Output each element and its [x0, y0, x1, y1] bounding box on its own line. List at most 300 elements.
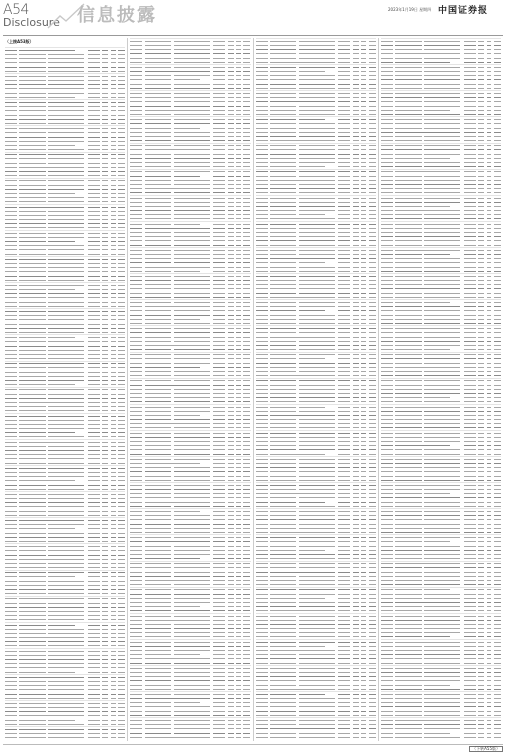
table-cell-text: [494, 310, 501, 311]
table-cell-text: [424, 53, 460, 54]
table-cell-text: [48, 241, 74, 242]
table-cell-text: [118, 546, 125, 547]
table-cell-text: [256, 280, 268, 281]
table-cell-text: [361, 258, 366, 259]
table-cell-text: [299, 459, 335, 460]
table-cell-text: [243, 558, 250, 559]
table-cell-text: [130, 680, 142, 681]
table-cell-text: [338, 171, 350, 172]
table-cell-text: [494, 371, 501, 372]
table-cell-text: [299, 485, 335, 486]
table-cell-text: [174, 97, 210, 98]
table-cell-text: [130, 306, 142, 307]
table-cell-text: [395, 393, 421, 394]
table-cell-text: [213, 328, 225, 329]
table-cell-text: [478, 202, 484, 203]
table-cell-text: [369, 240, 376, 241]
table-cell-text: [478, 250, 484, 251]
table-cell-text: [353, 411, 359, 412]
table-cell-text: [256, 724, 268, 725]
table-cell-text: [256, 53, 268, 54]
table-cell-text: [424, 198, 460, 199]
table-cell-text: [256, 646, 268, 647]
table-cell-text: [395, 132, 426, 133]
table-cell-text: [213, 715, 225, 716]
table-cell-text: [424, 67, 460, 68]
table-cell-text: [369, 53, 376, 54]
table-cell-text: [494, 493, 501, 494]
table-cell-text: [256, 680, 268, 681]
table-cell-text: [130, 184, 142, 185]
table-cell-text: [243, 184, 250, 185]
table-cell-text: [256, 572, 268, 573]
table-cell-text: [130, 620, 142, 621]
table-cell-text: [19, 737, 45, 738]
table-cell-text: [118, 332, 125, 333]
table-cell-text: [213, 485, 225, 486]
table-cell-text: [487, 427, 492, 428]
table-cell-text: [361, 389, 366, 390]
table-cell-text: [118, 254, 125, 255]
table-cell-text: [464, 267, 476, 268]
table-cell-text: [381, 171, 393, 172]
table-cell-text: [256, 84, 268, 85]
table-cell-text: [369, 567, 376, 568]
table-cell-text: [145, 385, 176, 386]
table-cell-text: [478, 310, 484, 311]
table-cell-text: [111, 655, 116, 656]
table-cell-text: [213, 558, 225, 559]
table-cell-text: [228, 106, 234, 107]
table-cell-text: [111, 293, 116, 294]
table-cell-text: [88, 555, 100, 556]
table-cell-text: [338, 184, 350, 185]
table-cell-text: [299, 594, 335, 595]
table-cell-text: [111, 106, 116, 107]
table-cell-text: [338, 419, 350, 420]
table-cell-text: [5, 677, 17, 678]
table-cell-text: [395, 184, 421, 185]
table-cell-text: [369, 380, 376, 381]
table-cell-text: [88, 389, 100, 390]
table-cell-text: [145, 668, 171, 669]
table-cell-text: [299, 706, 335, 707]
table-cell-text: [494, 528, 501, 529]
table-cell-text: [145, 41, 171, 42]
table-cell-text: [256, 423, 268, 424]
table-cell-text: [487, 463, 492, 464]
table-cell-text: [270, 323, 296, 324]
table-cell-text: [338, 445, 350, 446]
table-cell-text: [118, 110, 125, 111]
table-cell-text: [395, 49, 421, 50]
table-cell-text: [102, 223, 108, 224]
table-cell-text: [424, 371, 460, 372]
table-cell-text: [494, 297, 501, 298]
table-cell-text: [145, 49, 171, 50]
table-cell-text: [118, 293, 125, 294]
table-cell-text: [395, 467, 421, 468]
table-cell-text: [228, 610, 234, 611]
table-cell-text: [145, 262, 171, 263]
table-cell-text: [369, 198, 376, 199]
table-cell-text: [256, 737, 268, 738]
table-cell-text: [243, 315, 250, 316]
table-cell-text: [381, 140, 393, 141]
table-cell-text: [494, 367, 501, 368]
table-cell-text: [243, 62, 250, 63]
table-cell-text: [118, 350, 125, 351]
table-cell-text: [174, 367, 200, 368]
table-cell-text: [353, 250, 359, 251]
table-cell-text: [256, 267, 268, 268]
table-cell-text: [88, 641, 100, 642]
table-cell-text: [256, 97, 268, 98]
table-cell-text: [111, 88, 116, 89]
table-cell-text: [369, 58, 376, 59]
table-cell-text: [174, 698, 210, 699]
table-cell-text: [487, 101, 492, 102]
table-cell-text: [256, 632, 268, 633]
table-cell-text: [353, 214, 359, 215]
table-cell-text: [111, 428, 116, 429]
table-cell-text: [118, 154, 125, 155]
table-cell-text: [270, 171, 296, 172]
table-cell-text: [464, 519, 476, 520]
table-cell-text: [256, 354, 268, 355]
table-cell-text: [478, 589, 484, 590]
table-cell-text: [464, 302, 476, 303]
table-cell-text: [5, 189, 17, 190]
table-cell-text: [395, 389, 421, 390]
table-cell-text: [130, 158, 142, 159]
table-cell-text: [464, 459, 476, 460]
table-cell-text: [228, 198, 234, 199]
table-cell-text: [243, 171, 250, 172]
table-cell-text: [299, 423, 335, 424]
table-cell-text: [243, 319, 250, 320]
table-cell-text: [88, 267, 100, 268]
table-cell-text: [236, 267, 241, 268]
table-cell-text: [478, 106, 484, 107]
table-cell-text: [299, 245, 335, 246]
table-cell-text: [213, 267, 225, 268]
table-cell-text: [88, 502, 100, 503]
table-cell-text: [111, 67, 116, 68]
table-cell-text: [102, 463, 108, 464]
table-cell-text: [111, 581, 116, 582]
table-cell-text: [19, 724, 45, 725]
table-cell-text: [369, 572, 376, 573]
table-cell-text: [236, 280, 241, 281]
table-cell-text: [5, 572, 17, 573]
table-cell-text: [487, 210, 492, 211]
table-cell-text: [487, 262, 492, 263]
table-cell-text: [464, 354, 476, 355]
table-cell-text: [338, 380, 350, 381]
table-cell-text: [424, 258, 460, 259]
table-cell-text: [381, 363, 393, 364]
table-cell-text: [174, 280, 210, 281]
table-cell-text: [299, 380, 335, 381]
table-cell-text: [361, 572, 366, 573]
table-cell-text: [270, 302, 296, 303]
table-cell-text: [228, 728, 234, 729]
table-cell-text: [494, 459, 501, 460]
table-cell-text: [243, 698, 250, 699]
table-cell-text: [48, 711, 84, 712]
table-cell-text: [494, 380, 501, 381]
table-cell-text: [145, 214, 171, 215]
table-cell-text: [213, 58, 225, 59]
table-cell-text: [130, 228, 142, 229]
table-cell-text: [361, 154, 366, 155]
table-cell-text: [130, 532, 142, 533]
table-cell-text: [381, 515, 393, 516]
table-cell-text: [102, 424, 108, 425]
table-cell-text: [256, 123, 268, 124]
table-cell-text: [353, 519, 359, 520]
table-cell-text: [361, 567, 366, 568]
table-cell-text: [130, 546, 142, 547]
table-cell-text: [369, 685, 376, 686]
table-cell-text: [338, 280, 350, 281]
table-cell-text: [395, 258, 421, 259]
table-cell-text: [228, 471, 234, 472]
table-cell-text: [19, 185, 45, 186]
table-cell-text: [5, 494, 17, 495]
table-cell-text: [130, 502, 142, 503]
table-cell-text: [243, 706, 250, 707]
table-cell-text: [353, 349, 359, 350]
table-cell-text: [174, 198, 210, 199]
table-cell-text: [464, 449, 476, 450]
table-cell-text: [228, 419, 234, 420]
table-cell-text: [243, 271, 250, 272]
table-cell-text: [130, 471, 142, 472]
table-cell-text: [256, 240, 268, 241]
table-cell-text: [487, 53, 492, 54]
table-cell-text: [369, 371, 376, 372]
table-cell-text: [130, 58, 142, 59]
table-cell-text: [118, 384, 125, 385]
table-cell-text: [487, 145, 492, 146]
table-cell-text: [361, 284, 366, 285]
table-cell-text: [338, 554, 350, 555]
table-cell-text: [353, 328, 359, 329]
table-cell-text: [19, 271, 45, 272]
table-cell-text: [369, 315, 376, 316]
table-cell-text: [111, 372, 116, 373]
table-cell-text: [130, 563, 142, 564]
table-cell-text: [478, 254, 484, 255]
table-cell-text: [102, 681, 108, 682]
table-cell-text: [19, 163, 45, 164]
table-cell-text: [381, 541, 393, 542]
table-cell-text: [299, 240, 335, 241]
table-cell-text: [299, 106, 335, 107]
table-cell-text: [228, 71, 234, 72]
table-cell-text: [145, 166, 171, 167]
table-cell-text: [118, 637, 125, 638]
table-cell-text: [228, 433, 234, 434]
table-cell-text: [236, 224, 241, 225]
table-cell-text: [487, 188, 492, 189]
table-cell-text: [494, 393, 501, 394]
table-cell-text: [369, 145, 376, 146]
table-cell-text: [494, 49, 501, 50]
table-cell-text: [118, 494, 125, 495]
table-cell-text: [236, 532, 241, 533]
table-cell-text: [369, 524, 376, 525]
table-cell-text: [228, 616, 234, 617]
table-cell-text: [130, 537, 142, 538]
table-cell-text: [381, 136, 393, 137]
table-cell-text: [130, 433, 142, 434]
table-cell-text: [236, 646, 241, 647]
table-cell-text: [102, 533, 108, 534]
table-cell-text: [145, 711, 171, 712]
table-cell-text: [487, 423, 492, 424]
table-cell-text: [243, 676, 250, 677]
table-cell-text: [48, 611, 84, 612]
table-cell-text: [381, 389, 393, 390]
table-cell-text: [353, 210, 359, 211]
table-cell-text: [174, 628, 210, 629]
table-cell-text: [111, 128, 116, 129]
table-cell-text: [5, 141, 17, 142]
table-cell-text: [338, 188, 350, 189]
table-cell-text: [494, 519, 501, 520]
table-cell-text: [494, 271, 501, 272]
table-cell-text: [270, 97, 296, 98]
table-cell-text: [88, 424, 100, 425]
table-cell-text: [243, 158, 250, 159]
table-cell-text: [88, 619, 100, 620]
table-cell-text: [494, 128, 501, 129]
table-cell-text: [424, 354, 460, 355]
table-cell-text: [236, 337, 241, 338]
table-cell-text: [478, 433, 484, 434]
table-cell-text: [102, 480, 108, 481]
table-cell-text: [299, 554, 335, 555]
table-cell-text: [338, 706, 350, 707]
table-cell-text: [236, 489, 241, 490]
table-cell-text: [5, 285, 17, 286]
table-cell-text: [338, 550, 350, 551]
table-cell-text: [213, 250, 225, 251]
table-cell-text: [464, 489, 476, 490]
table-cell-text: [5, 145, 17, 146]
table-cell-text: [381, 546, 393, 547]
table-cell-text: [243, 297, 250, 298]
table-cell-text: [487, 546, 492, 547]
table-cell-text: [111, 651, 116, 652]
table-row: [130, 739, 250, 741]
table-cell-text: [494, 319, 501, 320]
table-cell-text: [236, 449, 241, 450]
table-cell-text: [243, 658, 250, 659]
table-cell-text: [5, 541, 17, 542]
table-cell-text: [145, 345, 176, 346]
table-cell-text: [478, 228, 484, 229]
table-cell-text: [270, 123, 296, 124]
table-cell-text: [299, 97, 335, 98]
table-cell-text: [299, 419, 335, 420]
table-cell-text: [5, 50, 17, 51]
table-cell-text: [5, 559, 17, 560]
table-cell-text: [19, 711, 45, 712]
table-cell-text: [243, 589, 250, 590]
table-cell-text: [338, 162, 350, 163]
table-cell-text: [118, 489, 125, 490]
table-cell-text: [213, 724, 225, 725]
table-cell-text: [424, 563, 460, 564]
table-cell-text: [5, 685, 17, 686]
table-cell-text: [243, 101, 250, 102]
table-cell-text: [102, 615, 108, 616]
table-cell-text: [118, 420, 125, 421]
table-cell-text: [494, 463, 501, 464]
table-cell-text: [130, 728, 142, 729]
table-cell-text: [464, 528, 476, 529]
table-cell-text: [102, 189, 108, 190]
table-cell-text: [256, 288, 268, 289]
table-cell-text: [494, 75, 501, 76]
table-cell-text: [395, 198, 421, 199]
table-cell-text: [464, 345, 476, 346]
table-cell-text: [299, 202, 335, 203]
table-cell-text: [369, 114, 376, 115]
table-cell-text: [487, 106, 492, 107]
table-cell-text: [478, 323, 484, 324]
table-cell-text: [111, 585, 116, 586]
table-cell-text: [228, 328, 234, 329]
table-cell-text: [145, 636, 171, 637]
table-cell-text: [299, 489, 335, 490]
table-cell-text: [174, 550, 210, 551]
table-cell-text: [145, 541, 176, 542]
table-cell-text: [174, 158, 210, 159]
table-cell-text: [243, 485, 250, 486]
table-cell-text: [338, 288, 350, 289]
table-cell-text: [478, 41, 484, 42]
table-cell-text: [353, 528, 359, 529]
table-cell-text: [236, 288, 241, 289]
table-cell-text: [118, 319, 125, 320]
table-cell-text: [494, 218, 501, 219]
table-cell-text: [48, 428, 84, 429]
table-cell-text: [19, 629, 45, 630]
table-cell-text: [145, 489, 171, 490]
table-cell-text: [464, 589, 476, 590]
table-cell-text: [369, 224, 376, 225]
table-cell-text: [174, 689, 210, 690]
table-cell-text: [145, 319, 171, 320]
table-cell-text: [369, 337, 376, 338]
table-cell-text: [174, 393, 210, 394]
table-cell-text: [130, 198, 142, 199]
table-cell-text: [102, 211, 108, 212]
table-cell-text: [236, 84, 241, 85]
table-cell-text: [88, 175, 100, 176]
table-cell-text: [270, 276, 296, 277]
table-cell-text: [5, 123, 17, 124]
table-cell-text: [88, 454, 100, 455]
table-cell-text: [270, 206, 296, 207]
table-cell-text: [353, 427, 359, 428]
table-cell-text: [464, 188, 476, 189]
